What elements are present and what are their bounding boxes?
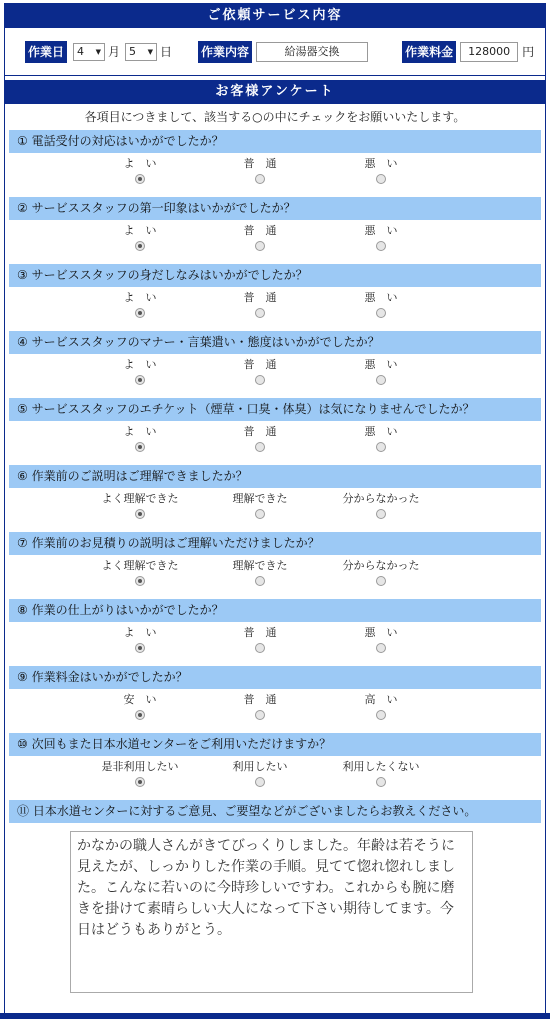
radio-button[interactable] xyxy=(376,643,386,653)
option-label: 普 通 xyxy=(243,157,277,170)
radio-button[interactable] xyxy=(255,777,265,787)
month-unit: 月 xyxy=(108,45,121,59)
radio-option[interactable] xyxy=(321,693,441,723)
comment-question: ⑪ 日本水道センターに対するご意見、ご要望などがございましたらお教えください。 xyxy=(9,800,541,823)
radio-button[interactable] xyxy=(376,710,386,720)
fee-unit: 円 xyxy=(522,45,535,59)
chevron-down-icon: ▼ xyxy=(147,47,154,56)
question-text: ② サービススタッフの第一印象はいかがでしたか？ xyxy=(9,197,541,220)
bottom-bar xyxy=(0,1013,550,1019)
option-label: よ い xyxy=(123,291,157,304)
question-list xyxy=(5,130,545,800)
option-label: よ い xyxy=(123,626,157,639)
radio-option[interactable] xyxy=(80,693,200,723)
option-row xyxy=(5,488,545,532)
radio-button[interactable] xyxy=(135,643,145,653)
option-label: よ い xyxy=(123,425,157,438)
radio-button[interactable] xyxy=(135,241,145,251)
option-label: 普 通 xyxy=(243,693,277,706)
option-label: 普 通 xyxy=(243,291,277,304)
radio-button[interactable] xyxy=(255,174,265,184)
radio-option[interactable] xyxy=(321,224,441,254)
radio-option[interactable] xyxy=(80,224,200,254)
radio-option[interactable] xyxy=(80,559,200,589)
radio-button[interactable] xyxy=(135,509,145,519)
service-header: ご依頼サービス内容 xyxy=(5,4,545,28)
question-text: ⑩ 次回もまた日本水道センターをご利用いただけますか？ xyxy=(9,733,541,756)
radio-button[interactable] xyxy=(255,509,265,519)
radio-button[interactable] xyxy=(135,576,145,586)
option-label: 分からなかった xyxy=(342,492,420,505)
option-row xyxy=(5,220,545,264)
day-unit: 日 xyxy=(160,45,173,59)
radio-option[interactable] xyxy=(321,157,441,187)
radio-button[interactable] xyxy=(255,710,265,720)
question-text: ④ サービススタッフのマナー・言葉遣い・態度はいかがでしたか？ xyxy=(9,331,541,354)
option-label: 悪 い xyxy=(364,425,398,438)
radio-button[interactable] xyxy=(135,777,145,787)
radio-option[interactable] xyxy=(321,425,441,455)
radio-option[interactable] xyxy=(200,425,320,455)
option-row xyxy=(5,421,545,465)
fee-field[interactable]: 128000 xyxy=(460,42,518,62)
question-text: ⑦ 作業前のお見積りの説明はご理解いただけましたか？ xyxy=(9,532,541,555)
question-text: ⑥ 作業前のご説明はご理解できましたか？ xyxy=(9,465,541,488)
option-row xyxy=(5,287,545,331)
month-value: 4 xyxy=(77,45,85,58)
option-label: 利用したい xyxy=(232,760,288,773)
survey-intro: 各項目につきまして、該当する○の中にチェックをお願いいたします。 xyxy=(84,110,466,124)
radio-button[interactable] xyxy=(135,710,145,720)
option-label: よ い xyxy=(123,157,157,170)
option-row xyxy=(5,756,545,800)
option-label: よく理解できた xyxy=(101,559,179,572)
radio-option[interactable] xyxy=(80,492,200,522)
radio-option[interactable] xyxy=(321,760,441,790)
radio-button[interactable] xyxy=(376,241,386,251)
radio-option[interactable] xyxy=(80,425,200,455)
option-label: 悪 い xyxy=(364,291,398,304)
survey-header: お客様アンケート xyxy=(5,80,545,104)
radio-option[interactable] xyxy=(200,157,320,187)
radio-button[interactable] xyxy=(376,509,386,519)
radio-option[interactable] xyxy=(80,358,200,388)
radio-option[interactable] xyxy=(321,626,441,656)
radio-button[interactable] xyxy=(255,442,265,452)
option-label: よ い xyxy=(123,358,157,371)
question-text: ⑧ 作業の仕上がりはいかがでしたか？ xyxy=(9,599,541,622)
radio-button[interactable] xyxy=(376,308,386,318)
option-row xyxy=(5,622,545,666)
option-label: よ い xyxy=(123,224,157,237)
radio-button[interactable] xyxy=(135,375,145,385)
question-text: ① 電話受付の対応はいかがでしたか？ xyxy=(9,130,541,153)
question-text: ⑨ 作業料金はいかがでしたか？ xyxy=(9,666,541,689)
fee-label: 作業料金 xyxy=(402,41,456,63)
radio-option[interactable] xyxy=(200,492,320,522)
radio-option[interactable] xyxy=(200,693,320,723)
month-select[interactable] xyxy=(73,43,105,61)
radio-button[interactable] xyxy=(135,174,145,184)
question-text: ③ サービススタッフの身だしなみはいかがでしたか？ xyxy=(9,264,541,287)
option-label: 理解できた xyxy=(232,492,288,505)
radio-button[interactable] xyxy=(255,375,265,385)
option-label: 分からなかった xyxy=(342,559,420,572)
radio-option[interactable] xyxy=(80,157,200,187)
radio-button[interactable] xyxy=(255,241,265,251)
radio-option[interactable] xyxy=(80,626,200,656)
comment-textarea[interactable] xyxy=(70,831,473,993)
option-label: 悪 い xyxy=(364,626,398,639)
radio-option[interactable] xyxy=(80,760,200,790)
radio-button[interactable] xyxy=(255,576,265,586)
option-label: 悪 い xyxy=(364,358,398,371)
radio-option[interactable] xyxy=(80,291,200,321)
work-details-row xyxy=(5,28,545,76)
option-label: 高 い xyxy=(364,693,398,706)
content-field[interactable]: 給湯器交換 xyxy=(256,42,368,62)
option-label: 悪 い xyxy=(364,157,398,170)
option-label: よく理解できた xyxy=(101,492,179,505)
option-label: 利用したくない xyxy=(342,760,420,773)
option-label: 普 通 xyxy=(243,224,277,237)
radio-button[interactable] xyxy=(376,442,386,452)
radio-option[interactable] xyxy=(200,291,320,321)
radio-button[interactable] xyxy=(135,308,145,318)
option-row xyxy=(5,555,545,599)
option-label: 是非利用したい xyxy=(101,760,179,773)
radio-option[interactable] xyxy=(321,291,441,321)
radio-button[interactable] xyxy=(376,174,386,184)
option-row xyxy=(5,153,545,197)
day-value: 5 xyxy=(129,45,137,58)
radio-button[interactable] xyxy=(255,308,265,318)
question-text: ⑤ サービススタッフのエチケット（煙草・口臭・体臭）は気になりませんでしたか？ xyxy=(9,398,541,421)
option-row xyxy=(5,354,545,398)
radio-option[interactable] xyxy=(321,358,441,388)
option-label: 普 通 xyxy=(243,358,277,371)
radio-option[interactable] xyxy=(200,760,320,790)
radio-button[interactable] xyxy=(376,576,386,586)
radio-option[interactable] xyxy=(200,358,320,388)
radio-option[interactable] xyxy=(321,559,441,589)
radio-option[interactable] xyxy=(200,626,320,656)
radio-button[interactable] xyxy=(376,375,386,385)
radio-button[interactable] xyxy=(376,777,386,787)
chevron-down-icon: ▼ xyxy=(95,47,102,56)
radio-button[interactable] xyxy=(255,643,265,653)
radio-option[interactable] xyxy=(200,559,320,589)
radio-option[interactable] xyxy=(321,492,441,522)
day-select[interactable] xyxy=(125,43,157,61)
option-label: 普 通 xyxy=(243,626,277,639)
option-label: 理解できた xyxy=(232,559,288,572)
radio-button[interactable] xyxy=(135,442,145,452)
option-row xyxy=(5,689,545,733)
content-label: 作業内容 xyxy=(198,41,252,63)
option-label: 普 通 xyxy=(243,425,277,438)
date-label: 作業日 xyxy=(25,41,67,63)
option-label: 悪 い xyxy=(364,224,398,237)
radio-option[interactable] xyxy=(200,224,320,254)
option-label: 安 い xyxy=(123,693,157,706)
